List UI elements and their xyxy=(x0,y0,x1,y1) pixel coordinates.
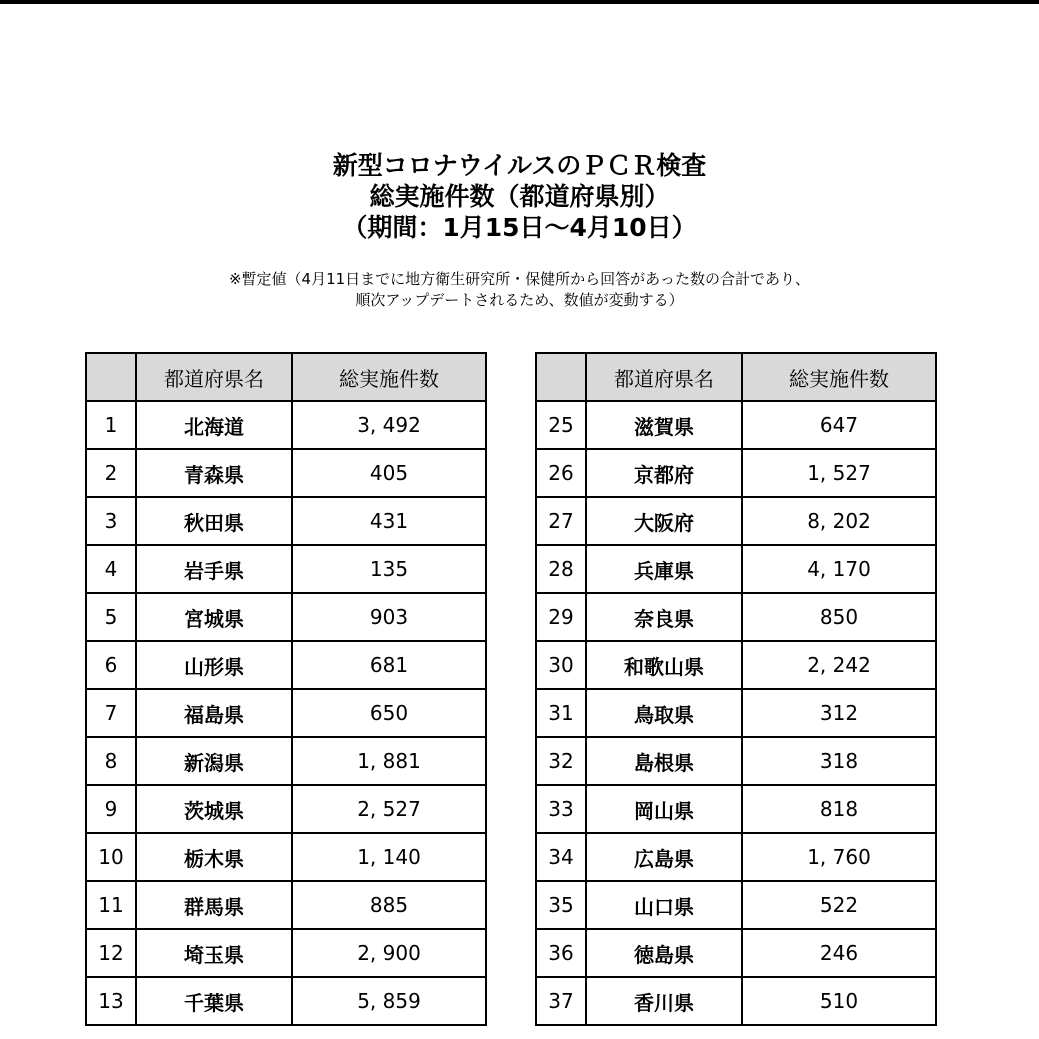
header-total: 総実施件数 xyxy=(742,353,936,401)
prefecture-name: 鳥取県 xyxy=(586,689,742,737)
table-row xyxy=(86,497,486,545)
row-number: 3 xyxy=(86,497,136,545)
table-row xyxy=(86,881,486,929)
table-row xyxy=(86,401,486,449)
table-row xyxy=(86,689,486,737)
prefecture-name: 香川県 xyxy=(586,977,742,1025)
title-line-1: 新型コロナウイルスのＰＣＲ検査 xyxy=(332,151,707,180)
header-number xyxy=(536,353,586,401)
header-prefecture: 都道府県名 xyxy=(136,353,292,401)
table-row xyxy=(86,641,486,689)
table-row xyxy=(536,689,936,737)
total-tests: 510 xyxy=(742,977,936,1025)
prefecture-name: 新潟県 xyxy=(136,737,292,785)
row-number: 33 xyxy=(536,785,586,833)
row-number: 31 xyxy=(536,689,586,737)
prefecture-name: 北海道 xyxy=(136,401,292,449)
table-row xyxy=(536,833,936,881)
total-tests: 135 xyxy=(292,545,486,593)
table-row xyxy=(536,593,936,641)
prefecture-name: 島根県 xyxy=(586,737,742,785)
row-number: 25 xyxy=(536,401,586,449)
row-number: 26 xyxy=(536,449,586,497)
top-border-bar xyxy=(0,0,1039,4)
total-tests: 850 xyxy=(742,593,936,641)
total-tests: 2, 527 xyxy=(292,785,486,833)
table-row xyxy=(86,593,486,641)
total-tests: 903 xyxy=(292,593,486,641)
prefecture-table-right xyxy=(535,352,937,1026)
table-row xyxy=(536,497,936,545)
row-number: 12 xyxy=(86,929,136,977)
prefecture-name: 山形県 xyxy=(136,641,292,689)
row-number: 30 xyxy=(536,641,586,689)
table-row xyxy=(536,449,936,497)
total-tests: 2, 242 xyxy=(742,641,936,689)
row-number: 5 xyxy=(86,593,136,641)
table-row xyxy=(536,977,936,1025)
prefecture-name: 茨城県 xyxy=(136,785,292,833)
total-tests: 318 xyxy=(742,737,936,785)
row-number: 10 xyxy=(86,833,136,881)
header-number xyxy=(86,353,136,401)
total-tests: 650 xyxy=(292,689,486,737)
row-number: 11 xyxy=(86,881,136,929)
row-number: 1 xyxy=(86,401,136,449)
header-total: 総実施件数 xyxy=(292,353,486,401)
prefecture-name: 和歌山県 xyxy=(586,641,742,689)
total-tests: 681 xyxy=(292,641,486,689)
total-tests: 4, 170 xyxy=(742,545,936,593)
table-row xyxy=(536,737,936,785)
row-number: 4 xyxy=(86,545,136,593)
table-row xyxy=(536,641,936,689)
table-header-row xyxy=(536,353,936,401)
total-tests: 1, 140 xyxy=(292,833,486,881)
row-number: 35 xyxy=(536,881,586,929)
row-number: 27 xyxy=(536,497,586,545)
total-tests: 5, 859 xyxy=(292,977,486,1025)
row-number: 6 xyxy=(86,641,136,689)
prefecture-name: 徳島県 xyxy=(586,929,742,977)
prefecture-name: 青森県 xyxy=(136,449,292,497)
total-tests: 818 xyxy=(742,785,936,833)
table-row xyxy=(536,881,936,929)
row-number: 8 xyxy=(86,737,136,785)
prefecture-name: 岩手県 xyxy=(136,545,292,593)
prefecture-name: 群馬県 xyxy=(136,881,292,929)
prefecture-name: 京都府 xyxy=(586,449,742,497)
note-line-1: ※暫定値（4月11日までに地方衛生研究所・保健所から回答があった数の合計であり、 xyxy=(228,270,811,288)
prefecture-name: 滋賀県 xyxy=(586,401,742,449)
prefecture-name: 奈良県 xyxy=(586,593,742,641)
table-row xyxy=(86,545,486,593)
prefecture-name: 千葉県 xyxy=(136,977,292,1025)
table-row xyxy=(86,449,486,497)
prefecture-name: 岡山県 xyxy=(586,785,742,833)
prefecture-name: 福島県 xyxy=(136,689,292,737)
prefecture-name: 大阪府 xyxy=(586,497,742,545)
total-tests: 3, 492 xyxy=(292,401,486,449)
title-line-2: 総実施件数（都道府県別） xyxy=(369,182,670,211)
table-row xyxy=(86,737,486,785)
table-row xyxy=(536,785,936,833)
table-row xyxy=(86,977,486,1025)
header-prefecture: 都道府県名 xyxy=(586,353,742,401)
row-number: 2 xyxy=(86,449,136,497)
total-tests: 1, 881 xyxy=(292,737,486,785)
prefecture-name: 山口県 xyxy=(586,881,742,929)
prefecture-name: 埼玉県 xyxy=(136,929,292,977)
table-row xyxy=(536,545,936,593)
note-line-2: 順次アップデートされるため、数値が変動する） xyxy=(355,291,684,309)
row-number: 9 xyxy=(86,785,136,833)
row-number: 34 xyxy=(536,833,586,881)
table-header-row xyxy=(86,353,486,401)
prefecture-table-left xyxy=(85,352,487,1026)
row-number: 7 xyxy=(86,689,136,737)
total-tests: 1, 760 xyxy=(742,833,936,881)
total-tests: 522 xyxy=(742,881,936,929)
prefecture-name: 兵庫県 xyxy=(586,545,742,593)
prefecture-name: 秋田県 xyxy=(136,497,292,545)
total-tests: 405 xyxy=(292,449,486,497)
row-number: 37 xyxy=(536,977,586,1025)
total-tests: 1, 527 xyxy=(742,449,936,497)
total-tests: 431 xyxy=(292,497,486,545)
prefecture-name: 宮城県 xyxy=(136,593,292,641)
total-tests: 246 xyxy=(742,929,936,977)
provisional-note xyxy=(0,269,1039,311)
table-row xyxy=(86,929,486,977)
table-row xyxy=(536,401,936,449)
row-number: 32 xyxy=(536,737,586,785)
row-number: 29 xyxy=(536,593,586,641)
row-number: 28 xyxy=(536,545,586,593)
table-row xyxy=(86,785,486,833)
total-tests: 2, 900 xyxy=(292,929,486,977)
row-number: 13 xyxy=(86,977,136,1025)
title-line-3: （期間：1月15日～4月10日） xyxy=(342,213,697,242)
document-title xyxy=(0,150,1039,243)
total-tests: 885 xyxy=(292,881,486,929)
table-row xyxy=(86,833,486,881)
total-tests: 8, 202 xyxy=(742,497,936,545)
total-tests: 647 xyxy=(742,401,936,449)
table-row xyxy=(536,929,936,977)
total-tests: 312 xyxy=(742,689,936,737)
row-number: 36 xyxy=(536,929,586,977)
prefecture-name: 栃木県 xyxy=(136,833,292,881)
prefecture-name: 広島県 xyxy=(586,833,742,881)
